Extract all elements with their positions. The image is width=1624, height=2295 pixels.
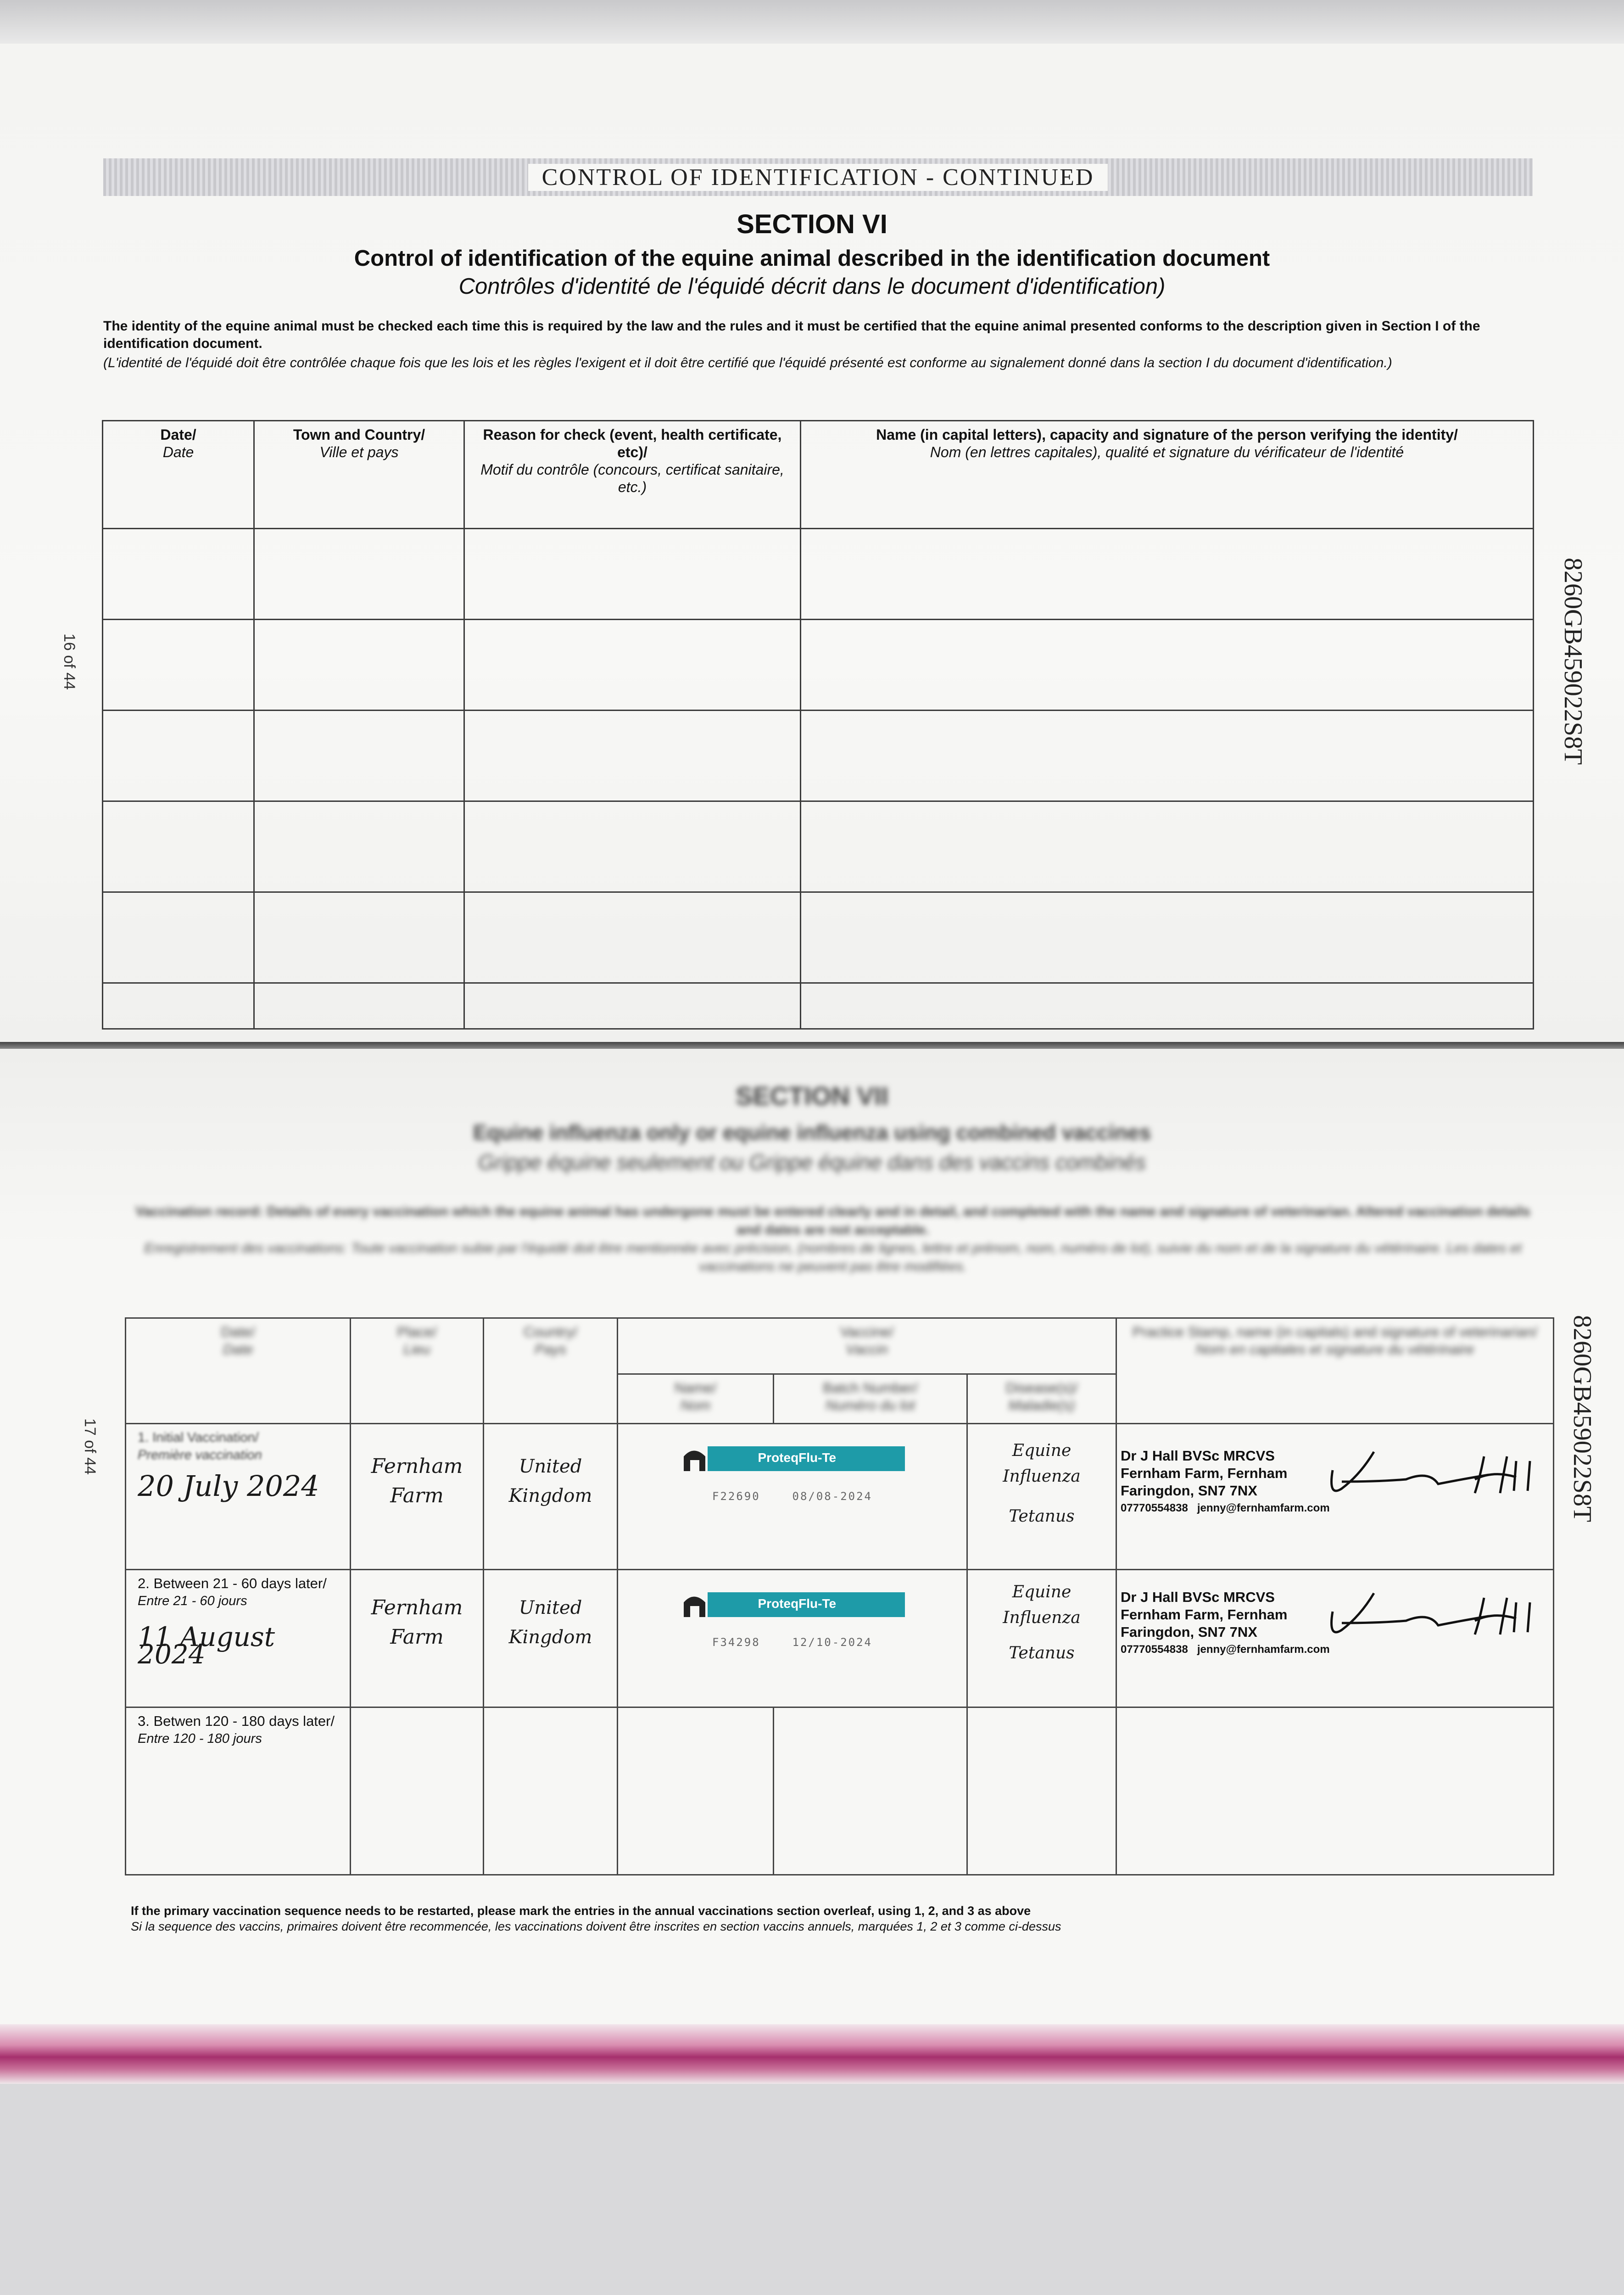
hdr-place-en: Place/ (397, 1324, 437, 1340)
town-cell[interactable] (254, 711, 464, 801)
row1-expiry: 08/08-2024 (792, 1490, 872, 1503)
row2-vet-phone: 07770554838 (1121, 1643, 1188, 1656)
page-number-16: 16 of 44 (61, 633, 78, 690)
hdr-date-en: Date/ (221, 1324, 255, 1340)
scan-top-edge (0, 0, 1624, 44)
town-cell[interactable] (254, 801, 464, 892)
passport-code-bottom: 8260GB459022S8T (1568, 1315, 1596, 1523)
section-banner (103, 158, 1533, 196)
date-cell[interactable] (103, 711, 254, 801)
col-reason-fr: Motif du contrôle (concours, certificat sanitaire, etc.) (480, 461, 784, 495)
hdr-vet (1116, 1318, 1554, 1424)
row1-label-en: 1. Initial Vaccination/ (138, 1430, 259, 1445)
section-vii-subtitle-fr: Grippe équine seulement ou Grippe équine dans des vaccins combinés (478, 1150, 1146, 1174)
row1-date: 20 July 2024 (138, 1469, 319, 1503)
row1-country-cell (484, 1424, 618, 1570)
vaccination-row-3 (126, 1707, 1554, 1875)
hdr-vet-en: Practice Stamp, name (in capitals) and signature of veterinarian/ (1132, 1324, 1538, 1340)
row2-vaccine-cell (618, 1570, 967, 1707)
verifier-cell[interactable] (801, 620, 1534, 711)
row2-expiry: 12/10-2024 (792, 1636, 872, 1649)
row1-disease-cell (967, 1424, 1116, 1570)
table-row (103, 711, 1534, 801)
row2-disease-2: Tetanus (1009, 1644, 1075, 1662)
row1-disease-1: Equine Influenza (1003, 1441, 1081, 1486)
sticker-brand: ProteqFlu-Te (758, 1596, 837, 1611)
row3-batch-cell[interactable] (774, 1707, 967, 1875)
section-vi-title: SECTION VI (737, 209, 887, 239)
row2-vet-name: Dr J Hall BVSc MRCVS (1121, 1589, 1275, 1605)
col-date (103, 421, 254, 529)
hdr-vaccine-fr: Vaccin (846, 1341, 888, 1357)
reason-cell[interactable] (464, 711, 801, 801)
col-reason-en: Reason for check (event, health certificate, etc)/ (483, 426, 782, 460)
row1-place: Fernham Farm (371, 1455, 463, 1507)
row1-signature-text (1438, 1461, 1521, 1478)
banner-text: CONTROL OF IDENTIFICATION - CONTINUED (528, 164, 1108, 191)
row1-disease-2: Tetanus (1009, 1507, 1075, 1526)
row2-vet-address2: Faringdon, SN7 7NX (1121, 1624, 1257, 1640)
row2-signature-text (1438, 1602, 1521, 1620)
row2-signature (1323, 1584, 1539, 1644)
hdr-country-en: Country/ (523, 1324, 578, 1340)
reason-cell[interactable] (464, 801, 801, 892)
date-cell[interactable] (103, 529, 254, 620)
row3-name-cell[interactable] (618, 1707, 774, 1875)
col-verifier-en: Name (in capital letters), capacity and signature of the person verifying the identity/ (876, 426, 1458, 443)
row3-disease-cell[interactable] (967, 1707, 1116, 1875)
verifier-cell[interactable] (801, 711, 1534, 801)
row2-place: Fernham Farm (371, 1596, 463, 1649)
hdr-name-en: Name/ (674, 1380, 717, 1396)
col-verifier-fr: Nom (en lettres capitales), qualité et signature du vérificateur de l'identité (930, 444, 1404, 460)
hdr-vet-fr: Nom en capitales et signature du vétérinaire (1195, 1341, 1474, 1357)
col-date-en: Date/ (160, 426, 196, 443)
hdr-batch (774, 1374, 967, 1424)
verifier-cell[interactable] (801, 892, 1534, 983)
table-row (103, 892, 1534, 983)
row2-date: 11 August 2024 (138, 1621, 275, 1670)
hdr-disease-fr: Maladie(s) (1008, 1397, 1075, 1413)
row2-vet-address1: Fernham Farm, Fernham (1121, 1606, 1288, 1623)
verifier-cell[interactable] (801, 529, 1534, 620)
date-cell[interactable] (103, 620, 254, 711)
vaccination-table (125, 1317, 1554, 1875)
col-town-country (254, 421, 464, 529)
col-town-en: Town and Country/ (293, 426, 425, 443)
hdr-batch-fr: Numéro du lot (826, 1397, 915, 1413)
row2-disease-cell (967, 1570, 1116, 1707)
identity-table-header (103, 421, 1534, 529)
row3-place-cell[interactable] (351, 1707, 484, 1875)
vaccination-row-2 (126, 1570, 1554, 1707)
row2-date-cell (126, 1570, 351, 1707)
col-date-fr: Date (162, 444, 194, 460)
row2-place-cell (351, 1570, 484, 1707)
table-row (103, 983, 1534, 1029)
row1-date-cell (126, 1424, 351, 1570)
pink-cover-edge (0, 2024, 1624, 2084)
hdr-country-fr: Pays (535, 1341, 566, 1357)
vaccination-row-1 (126, 1424, 1554, 1570)
row2-disease-1: Equine Influenza (1003, 1583, 1081, 1627)
section-vii-title: SECTION VII (736, 1081, 888, 1110)
town-cell[interactable] (254, 620, 464, 711)
section-vi-subtitle-fr: Contrôles d'identité de l'équidé décrit dans le document d'identification) (458, 274, 1166, 299)
row3-country-cell[interactable] (484, 1707, 618, 1875)
section-vii-subtitle-en: Equine influenza only or equine influenza using combined vaccines (473, 1120, 1151, 1144)
date-cell[interactable] (103, 892, 254, 983)
row3-label-en: 3. Betwen 120 - 180 days later/ (138, 1713, 335, 1729)
row1-vet-phone: 07770554838 (1121, 1502, 1188, 1514)
date-cell[interactable] (103, 801, 254, 892)
row2-country: United Kingdom (508, 1597, 592, 1648)
col-verifier (801, 421, 1534, 529)
reason-cell[interactable] (464, 983, 801, 1029)
row2-label-fr: Entre 21 - 60 jours (138, 1594, 247, 1608)
row2-country-cell (484, 1570, 618, 1707)
page-number-17: 17 of 44 (81, 1418, 99, 1475)
hdr-vaccine-en: Vaccine/ (840, 1324, 894, 1340)
col-town-fr: Ville et pays (319, 444, 399, 460)
vaccine-sticker (680, 1443, 905, 1475)
footnote-fr: Si la sequence des vaccins, primaires doivent être recommencée, les vaccinations doivent être inscrites en section vaccins annuels, marquées 1, 2 et 3 comme ci-dessus (131, 1920, 1061, 1933)
row3-vet-cell[interactable] (1116, 1707, 1554, 1875)
row1-label-fr: Première vaccination (138, 1448, 262, 1462)
section-vi-intro-fr: (L'identité de l'équidé doit être contrôlée chaque fois que les lois et les règles l'exigent et il doit être certifié que l'équidé présenté est conforme au signalement donné dans la section I du document d'identification.) (103, 355, 1392, 370)
row2-vet-email: jenny@fernhamfarm.com (1197, 1643, 1330, 1656)
identity-check-table (102, 420, 1534, 1030)
row3-date-cell[interactable] (126, 1707, 351, 1875)
row2-label-en: 2. Between 21 - 60 days later/ (138, 1575, 327, 1591)
table-row (103, 529, 1534, 620)
row1-batch-number: F22690 (712, 1490, 760, 1503)
hdr-place-fr: Lieu (403, 1341, 430, 1357)
row1-vet-name: Dr J Hall BVSc MRCVS (1121, 1448, 1275, 1464)
section-vi-subtitle-en: Control of identification of the equine animal described in the identification document (354, 246, 1270, 271)
vaccination-header-row1 (126, 1318, 1554, 1374)
row1-vet-address1: Fernham Farm, Fernham (1121, 1465, 1288, 1481)
sticker-brand: ProteqFlu-Te (758, 1450, 837, 1465)
row2-batch-number: F34298 (712, 1636, 760, 1649)
row1-batch (622, 1488, 963, 1505)
town-cell[interactable] (254, 892, 464, 983)
col-reason (464, 421, 801, 529)
vaccination-intro-en: Vaccination record: Details of every vaccination which the equine animal has undergone must be entered clearly and in detail, and completed with the name and signature of veterinarian. Altered vaccination details and dates are not acceptable. (135, 1204, 1530, 1237)
hdr-country (484, 1318, 618, 1424)
table-row (103, 801, 1534, 892)
hdr-disease (967, 1374, 1116, 1424)
vaccination-intro-fr: Enregistrement des vaccinations: Toute vaccination subie par l'équidé doit être mentionnée avec précision, (nombres de lignes, lettre et prénom, nom, numéro de lot), suivie du nom et de la signature du vétérinaire. Les dates et vaccinations ne peuvent pas être modifiées. (144, 1241, 1522, 1274)
row1-vaccine-cell (618, 1424, 967, 1570)
row2-vet-cell (1116, 1570, 1554, 1707)
hdr-batch-en: Batch Number/ (823, 1380, 918, 1396)
table-row (103, 620, 1534, 711)
hdr-disease-en: Disease(s)/ (1005, 1380, 1078, 1396)
verifier-cell[interactable] (801, 801, 1534, 892)
row2-batch (622, 1634, 963, 1651)
reason-cell[interactable] (464, 620, 801, 711)
passport-code-top: 8260GB459022S8T (1559, 558, 1587, 765)
town-cell[interactable] (254, 529, 464, 620)
row1-signature (1323, 1443, 1539, 1502)
row1-place-cell (351, 1424, 484, 1570)
footnote-en: If the primary vaccination sequence needs to be restarted, please mark the entries in the annual vaccinations section overleaf, using 1, 2, and 3 as above (131, 1904, 1031, 1918)
town-cell[interactable] (254, 983, 464, 1029)
hdr-vaccine (618, 1318, 1116, 1374)
reason-cell[interactable] (464, 892, 801, 983)
verifier-cell[interactable] (801, 983, 1534, 1029)
hdr-place (351, 1318, 484, 1424)
hdr-name-fr: Nom (680, 1397, 711, 1413)
row3-label-fr: Entre 120 - 180 jours (138, 1731, 262, 1746)
hdr-date-fr: Date (223, 1341, 253, 1357)
section-vi-intro-en: The identity of the equine animal must be checked each time this is required by the law and the rules and it must be certified that the equine animal presented conforms to the description given in Section I of the identification document. (103, 319, 1480, 351)
row1-vet-email: jenny@fernhamfarm.com (1197, 1502, 1330, 1514)
hdr-name (618, 1374, 774, 1424)
vaccine-sticker (680, 1589, 905, 1621)
reason-cell[interactable] (464, 529, 801, 620)
row1-vet-address2: Faringdon, SN7 7NX (1121, 1483, 1257, 1499)
hdr-date (126, 1318, 351, 1424)
row1-vet-cell (1116, 1424, 1554, 1570)
row1-country: United Kingdom (508, 1456, 592, 1506)
date-cell[interactable] (103, 983, 254, 1029)
